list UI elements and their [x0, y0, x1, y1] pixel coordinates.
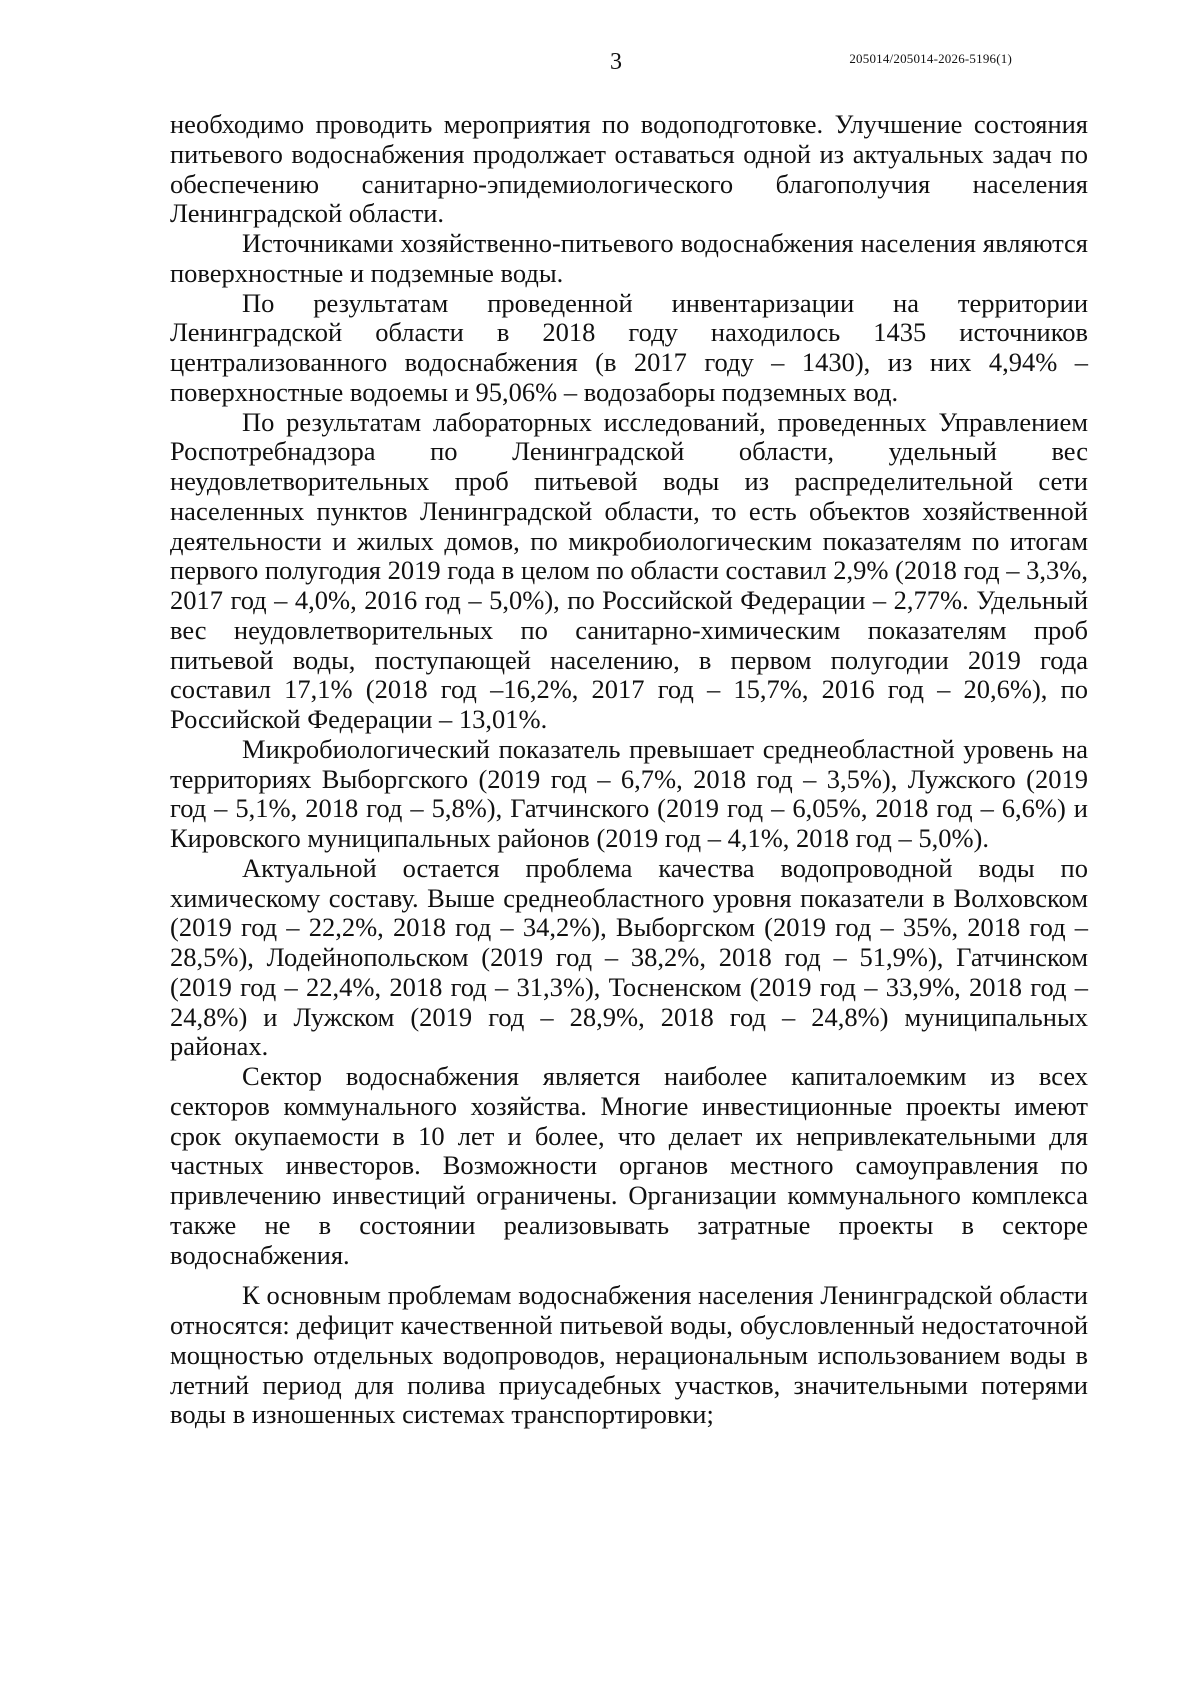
paragraph-chemical-composition: Актуальной остается проблема качества водопроводной воды по химическому составу. Выше среднеобластного уровня показатели в Волховском (2019 год – 22,2%, 2018 год – 34,2%), Выборгском (2019 год – 35%, 2018 год – 28,5%), Лодейнопольском (2019 год – 38,2%, 2018 год – 51,9%), Гатчинском (2019 год – 22,4%, 2018 год – 31,3%), Тосненском (2019 год – 33,9%, 2018 год – 24,8%) и Лужском (2019 год – 28,9%, 2018 год – 24,8%) муниципальных районах. — [170, 852, 1088, 1062]
document-id: 205014/205014-2026-5196(1) — [849, 51, 1012, 66]
page-number: 3 — [610, 49, 622, 75]
paragraph-main-problems: К основным проблемам водоснабжения населения Ленинградской области относятся: дефицит качественной питьевой воды, обусловленный недостаточной мощностью отдельных водопроводов, нерациональным использованием воды в летний период для полива приусадебных участков, значительными потерями воды в изношенных системах транспортировки; — [170, 1280, 1088, 1430]
document-body — [170, 110, 1088, 1430]
paragraph-laboratory-results: По результатам лабораторных исследований, проведенных Управлением Роспотребнадзора по Ленинградской области, удельный вес неудовлетворительных проб питьевой воды из распределительной сети населенных пунктов Ленинградской области, то есть объектов хозяйственной деятельности и жилых домов, по микробиологическим показателям по итогам первого полугодия 2019 года в целом по области составил 2,9% (2018 год – 3,3%, 2017 год – 4,0%, 2016 год – 5,0%), по Российской Федерации – 2,77%. Удельный вес неудовлетворительных по санитарно-химическим показателям проб питьевой воды, поступающей населению, в первом полугодии 2019 года составил 17,1% (2018 год –16,2%, 2017 год – 15,7%, 2016 год – 20,6%), по Российской Федерации – 13,01%. — [170, 406, 1088, 734]
paragraph-water-treatment: необходимо проводить мероприятия по водоподготовке. Улучшение состояния питьевого водоснабжения продолжает оставаться одной из актуальных задач по обеспечению санитарно-эпидемиологического благополучия населения Ленинградской области. — [170, 109, 1088, 229]
paragraph-water-sector-investment: Сектор водоснабжения является наиболее капиталоемким из всех секторов коммунального хозяйства. Многие инвестиционные проекты имеют срок окупаемости в 10 лет и более, что делает их непривлекательными для частных инвесторов. Возможности органов местного самоуправления по привлечению инвестиций ограничены. Организации коммунального комплекса также не в состоянии реализовывать затратные проекты в секторе водоснабжения. — [170, 1061, 1088, 1270]
paragraph-microbiological-indicator: Микробиологический показатель превышает среднеобластной уровень на территориях Выборгского (2019 год – 6,7%, 2018 год – 3,5%), Лужского (2019 год – 5,1%, 2018 год – 5,8%), Гатчинского (2019 год – 6,05%, 2018 год – 6,6%) и Кировского муниципальных районов (2019 год – 4,1%, 2018 год – 5,0%). — [170, 733, 1088, 853]
paragraph-inventory-results: По результатам проведенной инвентаризации на территории Ленинградской области в 2018 году находилось 1435 источников централизованного водоснабжения (в 2017 году – 1430), из них 4,94% – поверхностные водоемы и 95,06% – водозаборы подземных вод. — [170, 287, 1088, 407]
paragraph-water-sources: Источниками хозяйственно-питьевого водоснабжения населения являются поверхностные и подземные воды. — [170, 228, 1088, 288]
